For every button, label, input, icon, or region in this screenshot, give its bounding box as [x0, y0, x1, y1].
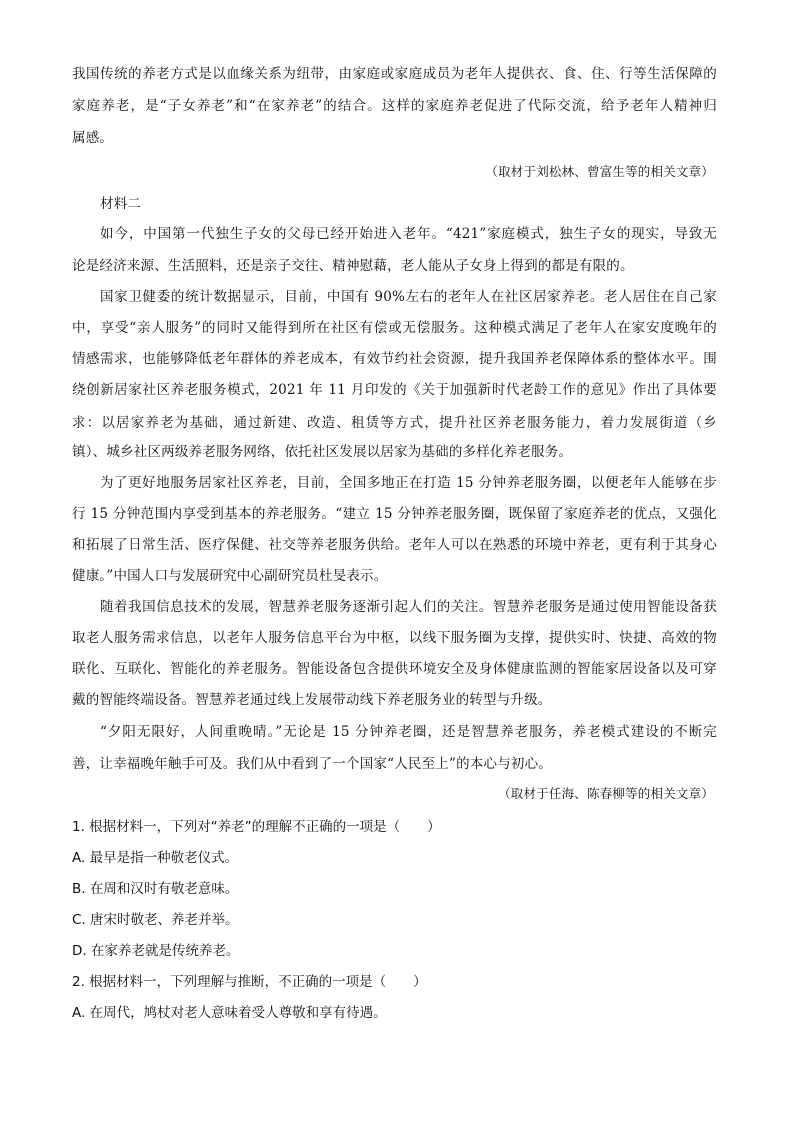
text-line: 戴的智能终端设备。智慧养老通过线上发展带动线下养老服务业的转型与升级。: [72, 692, 552, 708]
text-line: 中，享受“亲人服务”的同时又能得到所在社区有偿或无偿服务。这种模式满足了老年人在家安度晚年的: [72, 320, 717, 336]
text-line: 家庭养老，是“子女养老”和“在家养老”的结合。这样的家庭养老促进了代际交流，给予老年人精神归: [72, 98, 717, 114]
question-1-option-b: B. 在周和汉时有敬老意味。: [72, 881, 239, 897]
text-line: 和拓展了日常生活、医疗保健、社交等养老服务供给。老年人可以在熟悉的环境中养老，更有利于其身心: [72, 537, 717, 553]
text-line: 论是经济来源、生活照料，还是亲子交往、精神慰藉，老人能从子女身上得到的都是有限的。: [72, 258, 634, 274]
text-line: 健康。”中国人口与发展研究中心副研究员杜旻表示。: [72, 568, 388, 584]
question-1-option-d: D. 在家养老就是传统养老。: [72, 943, 240, 959]
source-citation: （取材于任海、陈春柳等的相关文章）: [498, 786, 714, 801]
text-line: 取老人服务需求信息，以老年人服务信息平台为中枢，以线下服务圈为支撑，提供实时、快捷、高效的物: [72, 630, 717, 646]
text-line: 联化、互联化、智能化的养老服务。智能设备包含提供环境安全及身体健康监测的智能家居设备以及可穿: [72, 661, 717, 677]
text-line: 随着我国信息技术的发展，智慧养老服务逐渐引起人们的关注。智慧养老服务是通过使用智能设备获: [100, 599, 717, 615]
source-citation: （取材于刘松林、曾富生等的相关文章）: [485, 164, 714, 179]
text-line: 为了更好地服务居家社区养老，目前，全国多地正在打造 15 分钟养老服务圈，以便老年人能够在步: [100, 475, 717, 491]
text-line: 善，让幸福晚年触手可及。我们从中看到了一个国家“人民至上”的本心与初心。: [72, 756, 553, 772]
text-line: 如今，中国第一代独生子女的父母已经开始进入老年。“421”家庭模式，独生子女的现实，导致无: [100, 226, 717, 242]
question-1-option-a: A. 最早是指一种敬老仪式。: [72, 850, 239, 866]
question-1-option-c: C. 唐宋时敬老、养老并举。: [72, 912, 239, 928]
text-line: 绕创新居家社区养老服务模式，2021 年 11 月印发的《关于加强新时代老龄工作的意见》作出了具体要: [72, 382, 717, 398]
question-2: 2. 根据材料一，下列理解与推断，不正确的一项是（ ）: [72, 974, 427, 990]
material-heading: 材料二: [100, 196, 142, 212]
text-line: 国家卫健委的统计数据显示，目前，中国有 90%左右的老年人在社区居家养老。老人居住在自己家: [100, 289, 717, 305]
text-line: 求：以居家养老为基础，通过新建、改造、租赁等方式，提升社区养老服务能力，着力发展街道（乡: [72, 415, 717, 431]
question-1: 1. 根据材料一，下列对“养老”的理解不正确的一项是（ ）: [72, 819, 441, 835]
text-line: 情感需求，也能够降低老年群体的养老成本，有效节约社会资源，提升我国养老保障体系的整体水平。围: [72, 351, 717, 367]
text-line: 行 15 分钟范围内享受到基本的养老服务。“建立 15 分钟养老服务圈，既保留了家庭养老的优点，又强化: [72, 506, 717, 522]
question-2-option-a: A. 在周代，鸠杖对老人意味着受人尊敬和享有待遇。: [72, 1005, 387, 1021]
text-line: 镇）、城乡社区两级养老服务网络，依托社区发展以居家为基础的多样化养老服务。: [72, 444, 573, 460]
text-line: “夕阳无限好，人间重晚晴。”无论是 15 分钟养老圈，还是智慧养老服务，养老模式建设的不断完: [100, 724, 717, 740]
text-line: 我国传统的养老方式是以血缘关系为纽带，由家庭或家庭成员为老年人提供衣、食、住、行等生活保障的: [72, 66, 717, 82]
text-line: 属感。: [72, 130, 114, 146]
